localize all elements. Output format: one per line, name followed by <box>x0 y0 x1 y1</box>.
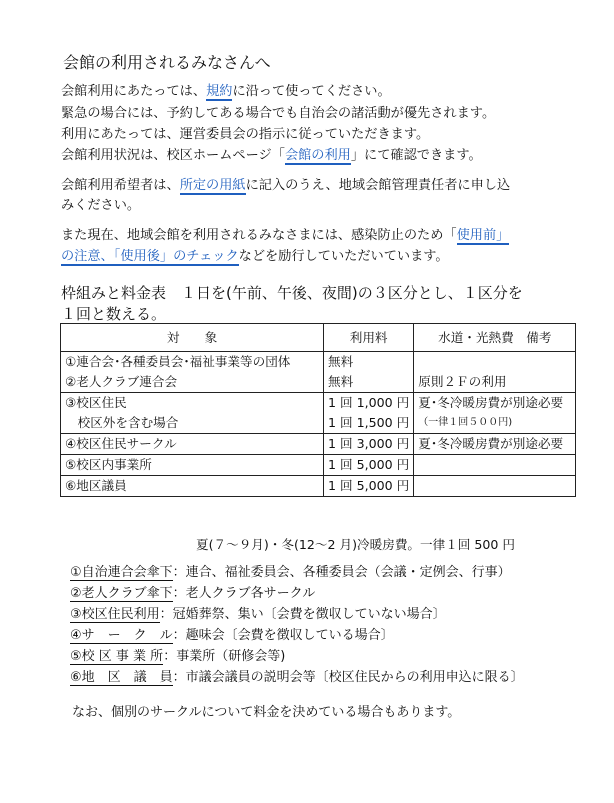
cell-line: 校区外を含む場合 <box>65 415 179 430</box>
table-row <box>61 434 576 455</box>
usage-label: ②老人クラブ傘下 <box>70 586 173 601</box>
cell-line: 1 回 1,500 円 <box>328 415 410 430</box>
intro-line-1 <box>61 82 391 102</box>
cell-line: 無料 <box>328 354 354 369</box>
row-fee <box>324 393 414 434</box>
covid-post: などを励行していただいています。 <box>238 249 449 264</box>
row-note <box>414 352 576 393</box>
page-title: 会館の利用されるみなさんへ <box>63 53 271 72</box>
usage-item <box>70 667 524 688</box>
closing-note: なお、個別のサークルについて料金を決めている場合もあります。 <box>72 705 461 720</box>
row-note <box>414 455 576 476</box>
cell-line <box>418 352 571 372</box>
row-note <box>414 393 576 434</box>
apply-post-1: に記入のうえ、地域会館管理責任者に申し込 <box>245 178 511 193</box>
usage-item <box>70 583 315 604</box>
row-target: ⑥地区議員 <box>61 476 324 497</box>
fee-heading-line-2: １回と数える。 <box>61 305 167 323</box>
intro-line-2: 緊急の場合には、予約してある場合でも自治会の諸活動が優先されます。 <box>61 106 496 121</box>
apply-pre: 会館利用希望者は、 <box>61 178 180 193</box>
table-header-row <box>61 324 576 352</box>
usage-text: ：連合、福祉委員会、各種委員会（会議・定例会、行事） <box>172 565 511 580</box>
cell-line: 原則２Ｆの利用 <box>418 374 507 389</box>
intro-line-4-post: 」にて確認できます。 <box>350 148 482 163</box>
row-target <box>61 393 324 434</box>
before-use-link[interactable]: 使用前」 <box>456 228 510 243</box>
hall-usage-link[interactable]: 会館の利用 <box>284 148 351 163</box>
usage-text: ：冠婚葬祭、集い〔会費を徴収していない場合〕 <box>159 607 446 622</box>
usage-label: ④サ ー ク ル <box>70 628 173 643</box>
usage-text: ：市議会議員の説明会等〔校区住民からの利用申込に限る〕 <box>172 670 524 685</box>
row-note <box>414 476 576 497</box>
table-row <box>61 352 576 393</box>
apply-line-2: みください。 <box>61 198 141 213</box>
intro-line-3: 利用にあたっては、運営委員会の指示に従っていただきます。 <box>61 127 430 142</box>
fee-heading-line-1: 枠組みと料金表 １日を(午前、午後、夜間)の３区分とし、１区分を <box>61 284 523 302</box>
row-fee: 1 回 3,000 円 <box>324 434 414 455</box>
usage-label: ③校区住民利用 <box>70 607 160 622</box>
row-target: ④校区住民サークル <box>61 434 324 455</box>
intro-line-1-pre: 会館利用にあたっては、 <box>61 84 207 99</box>
intro-line-4-pre: 会館利用状況は、校区ホームページ「 <box>61 148 285 163</box>
table-row <box>61 476 576 497</box>
cell-line: ②老人クラブ連合会 <box>65 374 178 389</box>
rules-link[interactable]: 規約 <box>206 84 233 99</box>
usage-text: ：趣味会〔会費を徴収している場合〕 <box>172 628 394 643</box>
header-fee: 利用料 <box>324 324 414 352</box>
usage-text: ：事業所（研修会等) <box>163 649 286 664</box>
cell-line: （一律１回５００円) <box>418 417 513 428</box>
heating-note: 夏(７～９月)・冬(12～2 月)冷暖房費。一律１回 500 円 <box>196 537 516 552</box>
covid-line-2 <box>61 247 449 267</box>
after-use-check-link[interactable]: の注意、「使用後」のチェック <box>61 249 239 264</box>
row-target: ⑤校区内事業所 <box>61 455 324 476</box>
header-target: 対 象 <box>61 324 324 352</box>
usage-item <box>70 646 285 667</box>
form-link[interactable]: 所定の用紙 <box>179 178 246 193</box>
row-fee: 1 回 5,000 円 <box>324 476 414 497</box>
header-note: 水道・光熱費 備考 <box>414 324 576 352</box>
cell-line: 夏･冬冷暖房費が別途必要 <box>418 395 564 410</box>
covid-line-1 <box>61 226 509 246</box>
row-target <box>61 352 324 393</box>
usage-label: ⑥地 区 議 員 <box>70 670 173 685</box>
fee-heading <box>61 283 581 325</box>
row-fee: 1 回 5,000 円 <box>324 455 414 476</box>
usage-label: ⑤校 区 事 業 所 <box>70 649 164 664</box>
usage-label: ①自治連合会傘下 <box>70 565 173 580</box>
apply-line-1 <box>61 176 510 196</box>
cell-line: 無料 <box>328 374 354 389</box>
usage-item <box>70 604 446 625</box>
usage-text: ：老人クラブ各サークル <box>172 586 316 601</box>
cell-line: 1 回 1,000 円 <box>328 395 410 410</box>
usage-item <box>70 562 511 583</box>
intro-line-4 <box>61 146 482 166</box>
fee-table <box>60 323 576 497</box>
row-note: 夏･冬冷暖房費が別途必要 <box>414 434 576 455</box>
table-row <box>61 393 576 434</box>
row-fee <box>324 352 414 393</box>
cell-line: ③校区住民 <box>65 395 127 410</box>
intro-line-1-post: に沿って使ってください。 <box>232 84 391 99</box>
table-row <box>61 455 576 476</box>
covid-pre: また現在、地域会館を利用されるみなさまには、感染防止のため「 <box>61 228 457 243</box>
cell-line: ①連合会･各種委員会･福祉事業等の団体 <box>65 354 291 369</box>
usage-item <box>70 625 394 646</box>
